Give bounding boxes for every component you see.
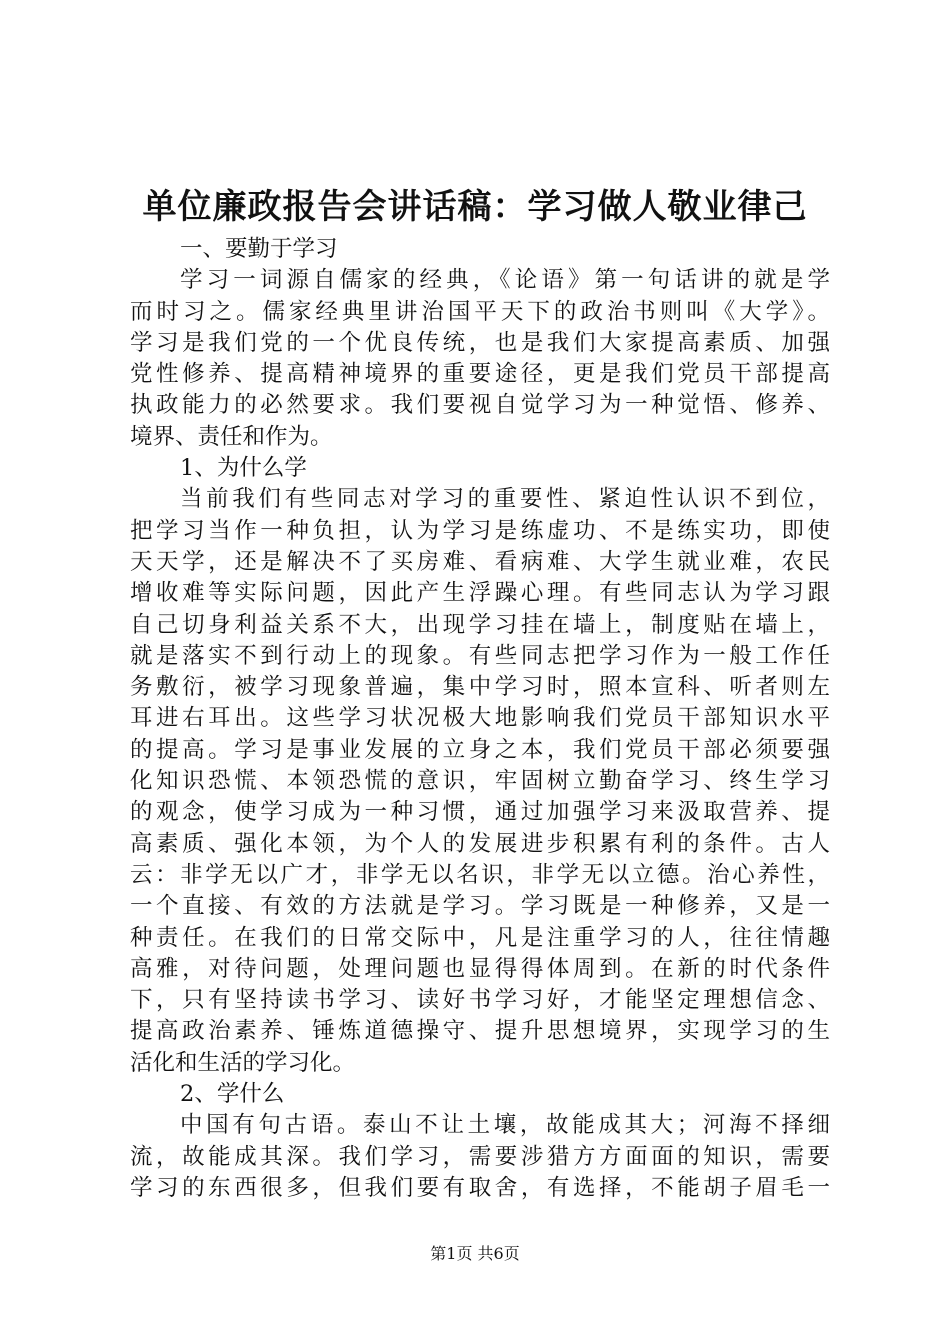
paragraph-line: 种责任。在我们的日常交际中，凡是注重学习的人，往往情趣 xyxy=(130,924,830,951)
paragraph-line-first: 中国有句古语。泰山不让土壤，故能成其大；河海不择细 xyxy=(180,1112,830,1139)
paragraph-line: 流，故能成其深。我们学习，需要涉猎方方面面的知识，需要 xyxy=(130,1143,830,1170)
paragraph-line: 境界、责任和作为。 xyxy=(130,423,333,450)
paragraph-line: 化知识恐慌、本领恐慌的意识，牢固树立勤奋学习、终生学习 xyxy=(130,768,830,795)
paragraph-line: 增收难等实际问题，因此产生浮躁心理。有些同志认为学习跟 xyxy=(130,580,830,607)
paragraph-line: 务敷衍，被学习现象普遍，集中学习时，照本宣科、听者则左 xyxy=(130,674,830,701)
paragraph-line: 学习是我们党的一个优良传统，也是我们大家提高素质、加强 xyxy=(130,329,830,356)
paragraph-line: 把学习当作一种负担，认为学习是练虚功、不是练实功，即使 xyxy=(130,517,830,544)
paragraph-line: 提高政治素养、锤炼道德操守、提升思想境界，实现学习的生 xyxy=(130,1018,830,1045)
page-footer: 第1页 共6页 xyxy=(430,1244,520,1263)
paragraph-line: 而时习之。儒家经典里讲治国平天下的政治书则叫《大学》。 xyxy=(130,298,830,325)
paragraph-line: 高素质、强化本领，为个人的发展进步积累有利的条件。古人 xyxy=(130,830,830,857)
paragraph-line-first: 2、学什么 xyxy=(180,1081,285,1108)
paragraph-line: 活化和生活的学习化。 xyxy=(130,1049,356,1076)
document-body xyxy=(130,234,830,1204)
paragraph-line-first: 一、要勤于学习 xyxy=(180,236,338,262)
paragraph-line: 下，只有坚持读书学习、读好书学习好，才能坚定理想信念、 xyxy=(130,987,830,1014)
paragraph-line: 党性修养、提高精神境界的重要途径，更是我们党员干部提高 xyxy=(130,361,830,388)
paragraph-line: 学习的东西很多，但我们要有取舍，有选择，不能胡子眉毛一 xyxy=(130,1174,830,1201)
paragraph-line-first: 当前我们有些同志对学习的重要性、紧迫性认识不到位， xyxy=(180,486,830,513)
paragraph-line: 就是落实不到行动上的现象。有些同志把学习作为一般工作任 xyxy=(130,642,830,669)
paragraph-line: 云：非学无以广才，非学无以名识，非学无以立德。治心养性， xyxy=(130,861,830,888)
paragraph-line: 天天学，还是解决不了买房难、看病难、大学生就业难，农民 xyxy=(130,548,830,575)
paragraph-line: 高雅，对待问题，处理问题也显得得体周到。在新的时代条件 xyxy=(130,955,830,982)
paragraph-line: 自己切身利益关系不大，出现学习挂在墙上，制度贴在墙上， xyxy=(130,611,830,638)
paragraph-line-first: 1、为什么学 xyxy=(180,455,307,482)
paragraph-line: 一个直接、有效的方法就是学习。学习既是一种修养，又是一 xyxy=(130,893,830,920)
paragraph-line: 耳进右耳出。这些学习状况极大地影响我们党员干部知识水平 xyxy=(130,705,830,732)
paragraph-line-first: 学习一词源自儒家的经典，《论语》第一句话讲的就是学 xyxy=(180,267,830,294)
paragraph-line: 的观念，使学习成为一种习惯，通过加强学习来汲取营养、提 xyxy=(130,799,830,826)
document-title: 单位廉政报告会讲话稿：学习做人敬业律己 xyxy=(142,187,808,227)
paragraph-line: 执政能力的必然要求。我们要视自觉学习为一种觉悟、修养、 xyxy=(130,392,830,419)
paragraph-line: 的提高。学习是事业发展的立身之本，我们党员干部必须要强 xyxy=(130,736,830,763)
